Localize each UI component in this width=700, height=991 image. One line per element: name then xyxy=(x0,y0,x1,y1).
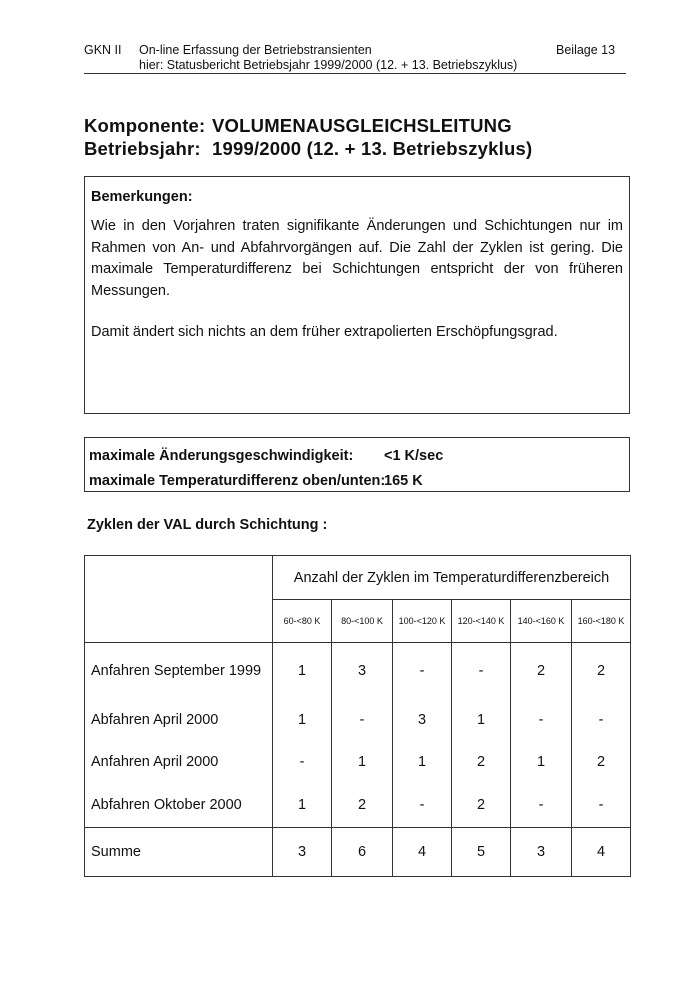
cell: 3 xyxy=(393,699,452,741)
cell: 1 xyxy=(273,783,332,828)
max-rate-value: <1 K/sec xyxy=(384,448,444,464)
row-label: Anfahren September 1999 xyxy=(85,643,273,699)
cell: 1 xyxy=(332,741,393,783)
range-header: 120-<140 K xyxy=(452,600,511,643)
sum-cell: 4 xyxy=(572,828,631,877)
component-label: Komponente: xyxy=(84,115,206,136)
sum-cell: 6 xyxy=(332,828,393,877)
table-row xyxy=(85,741,631,783)
cell: - xyxy=(511,699,572,741)
cell: - xyxy=(572,699,631,741)
sum-cell: 4 xyxy=(393,828,452,877)
sum-label: Summe xyxy=(85,828,273,877)
table-corner xyxy=(85,556,273,643)
cell: - xyxy=(452,643,511,699)
cell: 2 xyxy=(332,783,393,828)
cell: - xyxy=(332,699,393,741)
range-header: 140-<160 K xyxy=(511,600,572,643)
max-diff-label: maximale Temperaturdifferenz oben/unten: xyxy=(89,473,386,489)
range-header: 80-<100 K xyxy=(332,600,393,643)
remarks-title: Bemerkungen: xyxy=(91,189,193,205)
year-value: 1999/2000 (12. + 13. Betriebszyklus) xyxy=(212,138,533,159)
cell: - xyxy=(572,783,631,828)
max-values-box xyxy=(84,437,630,492)
remarks-paragraph-2: Damit ändert sich nichts an dem früher extrapolierten Erschöpfungsgrad. xyxy=(91,324,558,340)
remarks-paragraph-1: Wie in den Vorjahren traten signifikante Änderungen und Schichtungen nur im Rahmen von An- und Abfahrvorgängen auf. Die Zahl der Zyklen ist gering. Die maximale Temperaturdifferenz bei Schichtungen entspricht der von früheren Messungen. xyxy=(91,218,623,299)
header-appendix: Beilage 13 xyxy=(556,43,616,57)
sum-row xyxy=(85,828,631,877)
sum-cell: 3 xyxy=(511,828,572,877)
cell: - xyxy=(273,741,332,783)
max-rate-label: maximale Änderungsgeschwindigkeit: xyxy=(89,448,354,464)
row-label: Abfahren April 2000 xyxy=(85,699,273,741)
cycles-table xyxy=(84,555,631,877)
component-value: VOLUMENAUSGLEICHSLEITUNG xyxy=(212,115,512,136)
cell: 2 xyxy=(572,643,631,699)
year-label: Betriebsjahr: xyxy=(84,138,201,159)
max-diff-value: 165 K xyxy=(384,473,423,489)
table-caption: Zyklen der VAL durch Schichtung : xyxy=(87,517,328,533)
row-label: Anfahren April 2000 xyxy=(85,741,273,783)
table-row xyxy=(85,783,631,828)
header-rule xyxy=(84,73,626,74)
group-header: Anzahl der Zyklen im Temperaturdifferenzbereich xyxy=(273,556,631,600)
cell: 2 xyxy=(452,783,511,828)
table-row xyxy=(85,643,631,699)
range-header: 60-<80 K xyxy=(273,600,332,643)
table-row xyxy=(85,699,631,741)
cell: 3 xyxy=(332,643,393,699)
cell: - xyxy=(511,783,572,828)
cell: 1 xyxy=(511,741,572,783)
cell: 1 xyxy=(273,643,332,699)
cell: 2 xyxy=(511,643,572,699)
cell: - xyxy=(393,783,452,828)
remarks-box xyxy=(84,176,630,414)
range-header: 160-<180 K xyxy=(572,600,631,643)
row-label: Abfahren Oktober 2000 xyxy=(85,783,273,828)
header-plant: GKN II xyxy=(84,43,122,57)
cell: 1 xyxy=(273,699,332,741)
header-title: On-line Erfassung der Betriebstransienten xyxy=(139,43,372,57)
cell: 1 xyxy=(452,699,511,741)
range-header: 100-<120 K xyxy=(393,600,452,643)
cell: - xyxy=(393,643,452,699)
cell: 2 xyxy=(452,741,511,783)
cell: 1 xyxy=(393,741,452,783)
header-subtitle: hier: Statusbericht Betriebsjahr 1999/2000 (12. + 13. Betriebszyklus) xyxy=(139,58,518,72)
sum-cell: 3 xyxy=(273,828,332,877)
cell: 2 xyxy=(572,741,631,783)
sum-cell: 5 xyxy=(452,828,511,877)
